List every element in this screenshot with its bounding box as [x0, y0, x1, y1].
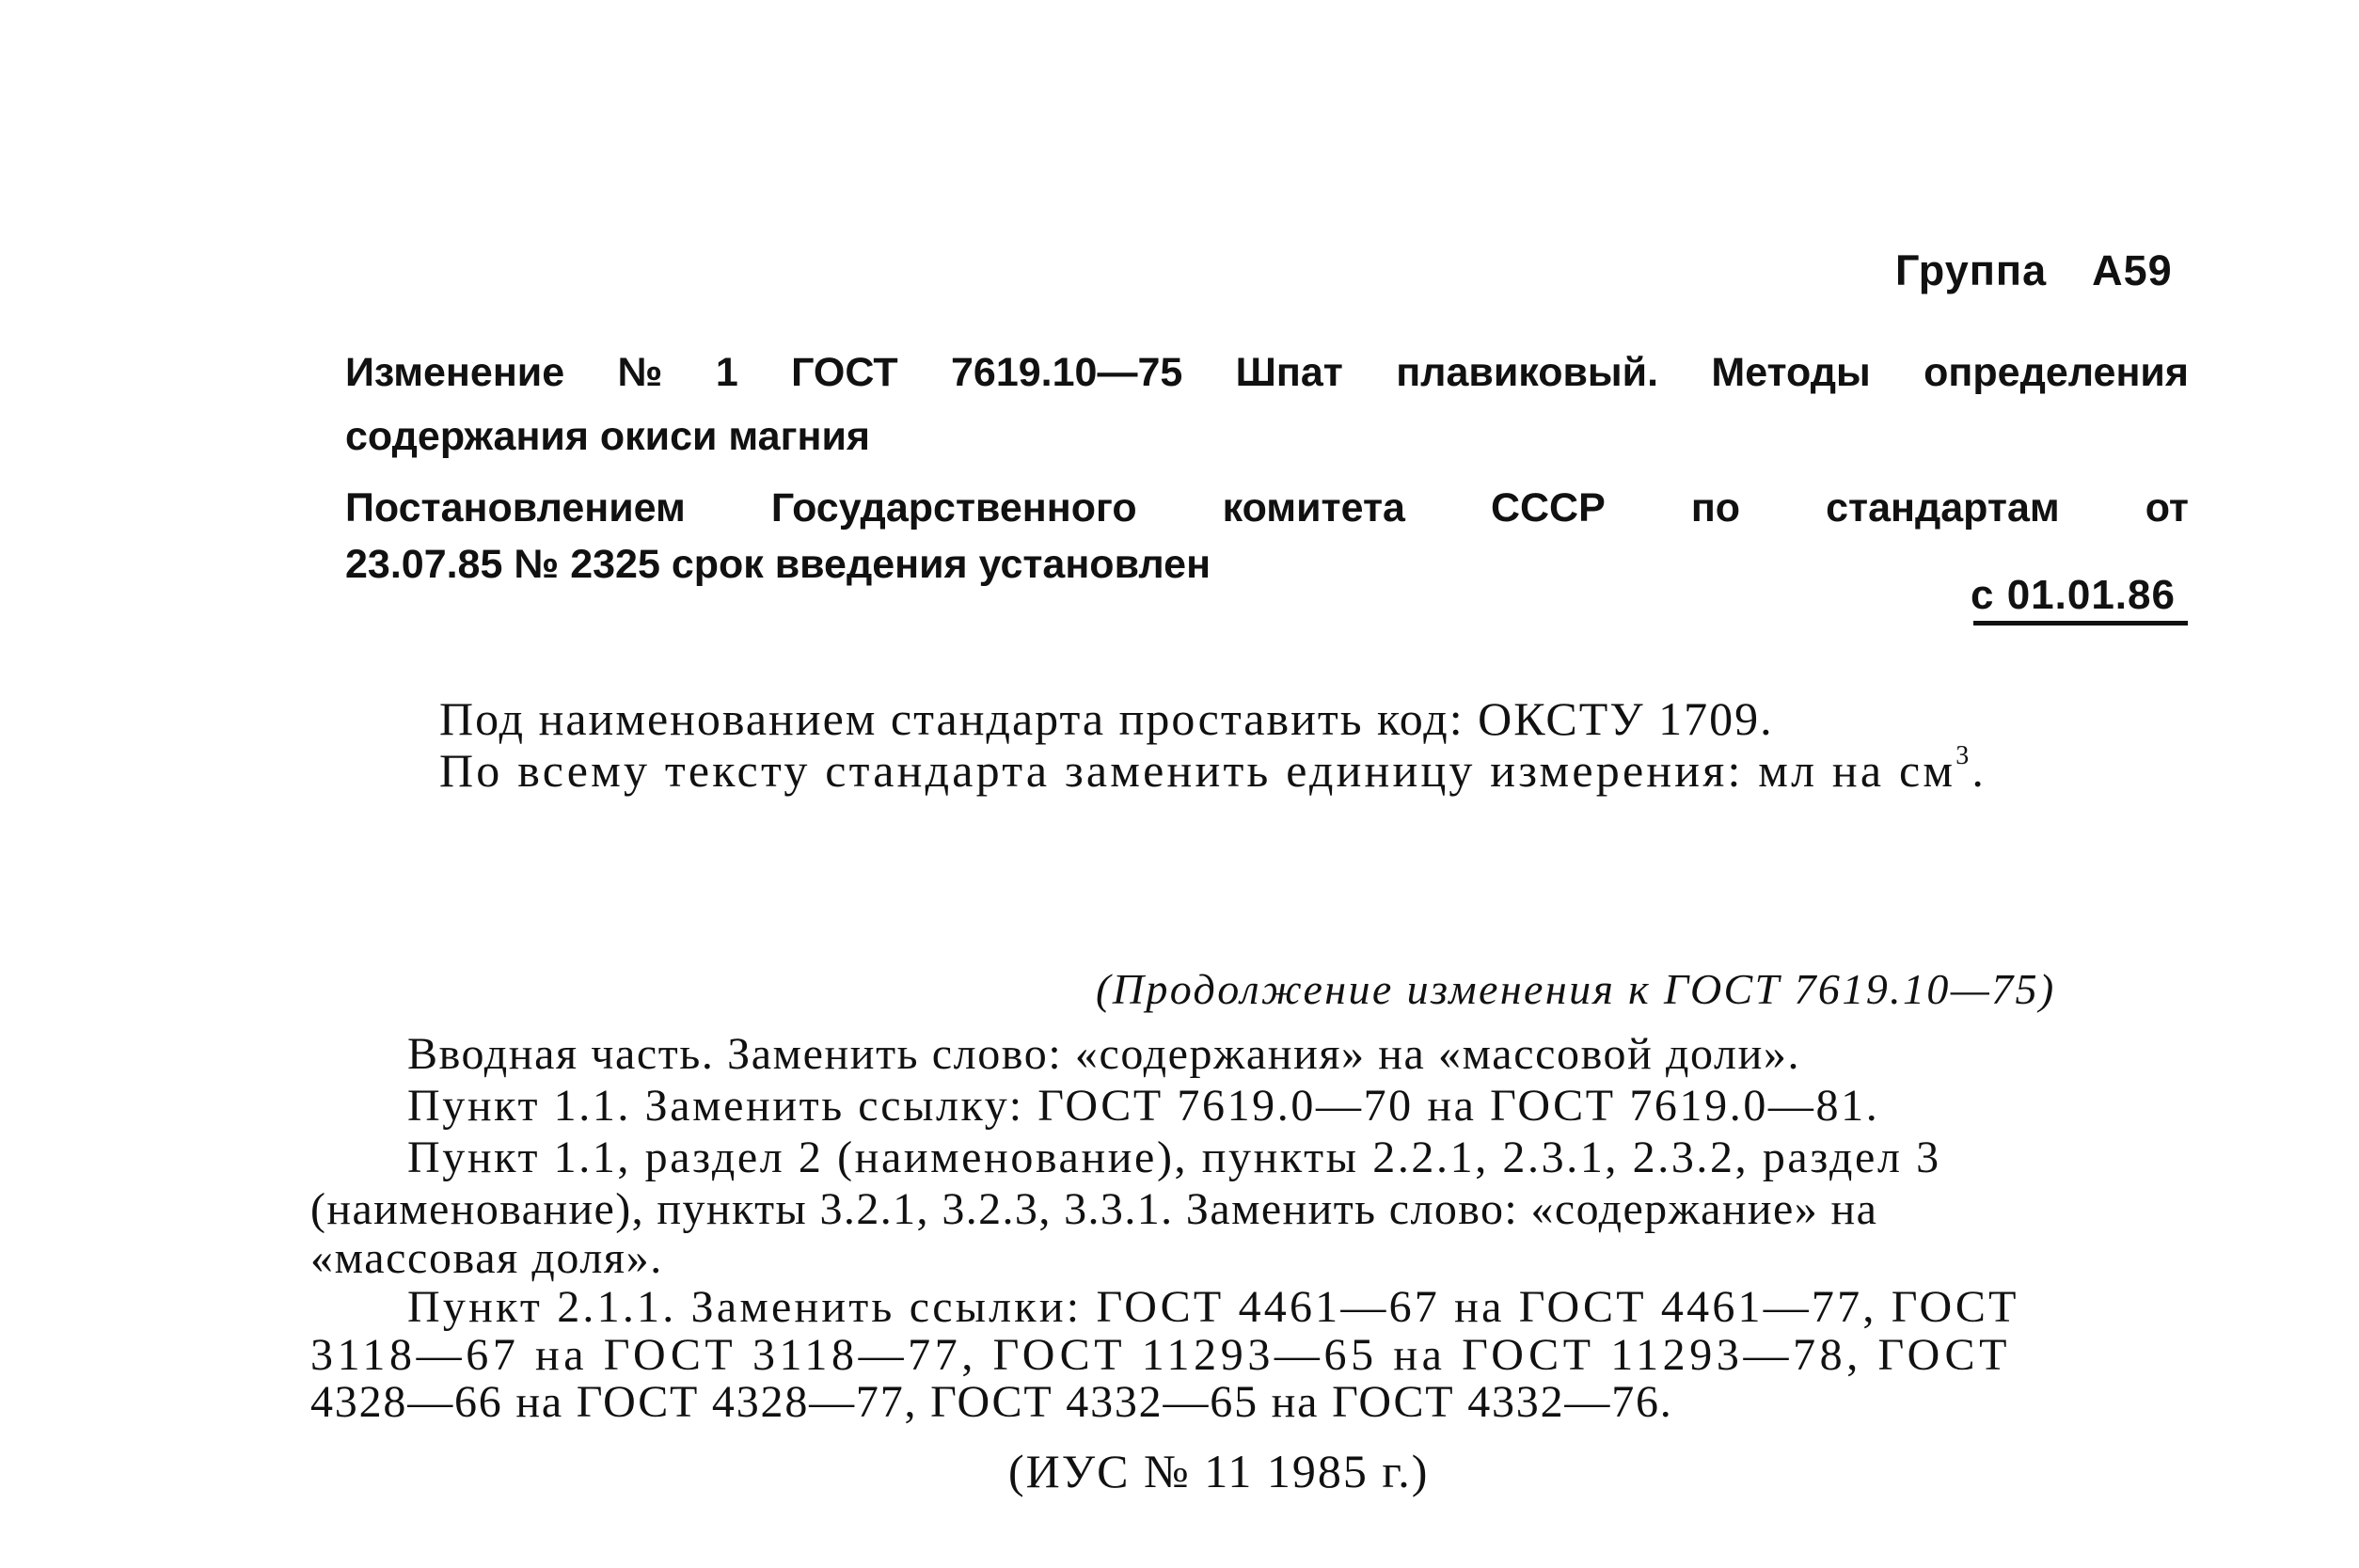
continuation-header: (Продолжение изменения к ГОСТ 7619.10—75) — [1096, 965, 2056, 1013]
decree-word: комитета — [1222, 485, 1405, 531]
decree-line-1 — [345, 485, 2189, 531]
effective-date: с 01.01.86 — [1971, 572, 2176, 618]
continuation-line-text: Пункт 1.1, раздел 2 (наименование), пункты 2.2.1, 2.3.1, 2.3.2, раздел 3 — [407, 1132, 1941, 1182]
title-line-1 — [345, 350, 2189, 396]
continuation-line-text: Пункт 1.1. Заменить ссылку: ГОСТ 7619.0—70 на ГОСТ 7619.0—81. — [407, 1081, 1880, 1131]
superscript-3: 3 — [1955, 741, 1972, 770]
continuation-line-text: (наименование), пункты 3.2.1, 3.2.3, 3.3.1. Заменить слово: «содержание» на — [310, 1184, 1878, 1234]
decree-word: стандартам — [1826, 485, 2060, 531]
group-code: А59 — [2092, 246, 2173, 294]
continuation-line — [310, 1329, 2168, 1381]
continuation-line — [310, 1183, 2168, 1235]
title-word: определения — [1924, 350, 2189, 395]
decree-line-2-text: 23.07.85 № 2325 срок введения установлен — [345, 542, 1211, 587]
decree-word: СССР — [1490, 485, 1606, 531]
continuation-line — [407, 1281, 2168, 1333]
intro-line-2-end: . — [1971, 744, 1987, 797]
title-word: 7619.10—75 — [951, 350, 1183, 395]
intro-line-2-main: По всему тексту стандарта заменить единицу измерения: мл на см — [439, 744, 1956, 797]
decree-word: по — [1690, 485, 1741, 531]
continuation-line-text: «массовая доля». — [310, 1233, 663, 1283]
continuation-line — [310, 1376, 2168, 1428]
decree-line-2 — [345, 542, 2189, 588]
effective-date-underline — [1973, 621, 2188, 626]
title-word: № — [617, 350, 663, 395]
continuation-line-text: Пункт 2.1.1. Заменить ссылки: ГОСТ 4461—67 на ГОСТ 4461—77, ГОСТ — [407, 1282, 2019, 1332]
title-word: Шпат — [1235, 350, 1343, 395]
title-word: 1 — [715, 350, 738, 395]
continuation-line — [407, 1080, 2168, 1132]
title-word: Изменение — [345, 350, 565, 395]
decree-word: от — [2145, 485, 2189, 531]
continuation-line-text: 3118—67 на ГОСТ 3118—77, ГОСТ 11293—65 на ГОСТ 11293—78, ГОСТ — [310, 1330, 2012, 1380]
title-word: Методы — [1711, 350, 1871, 395]
source-reference: (ИУС № 11 1985 г.) — [1008, 1445, 1430, 1497]
intro-line-2 — [439, 743, 1987, 798]
decree-word: Постановлением — [345, 485, 686, 531]
continuation-line — [407, 1132, 2168, 1183]
continuation-line-text: 4328—66 на ГОСТ 4328—77, ГОСТ 4332—65 на ГОСТ 4332—76. — [310, 1377, 1673, 1427]
continuation-line — [407, 1028, 2168, 1080]
title-line-2-text: содержания окиси магния — [345, 414, 870, 459]
title-word: плавиковый. — [1396, 350, 1659, 395]
group-label-text: Группа — [1895, 246, 2048, 294]
continuation-line-text: Вводная часть. Заменить слово: «содержания» на «массовой доли». — [407, 1029, 1801, 1079]
intro-line-1: Под наименованием стандарта проставить код: ОКСТУ 1709. — [439, 692, 1774, 745]
decree-word: Государственного — [770, 485, 1137, 531]
group-label — [1895, 246, 2173, 295]
continuation-line — [310, 1232, 2168, 1284]
title-line-2 — [345, 414, 2189, 460]
title-word: ГОСТ — [791, 350, 898, 395]
